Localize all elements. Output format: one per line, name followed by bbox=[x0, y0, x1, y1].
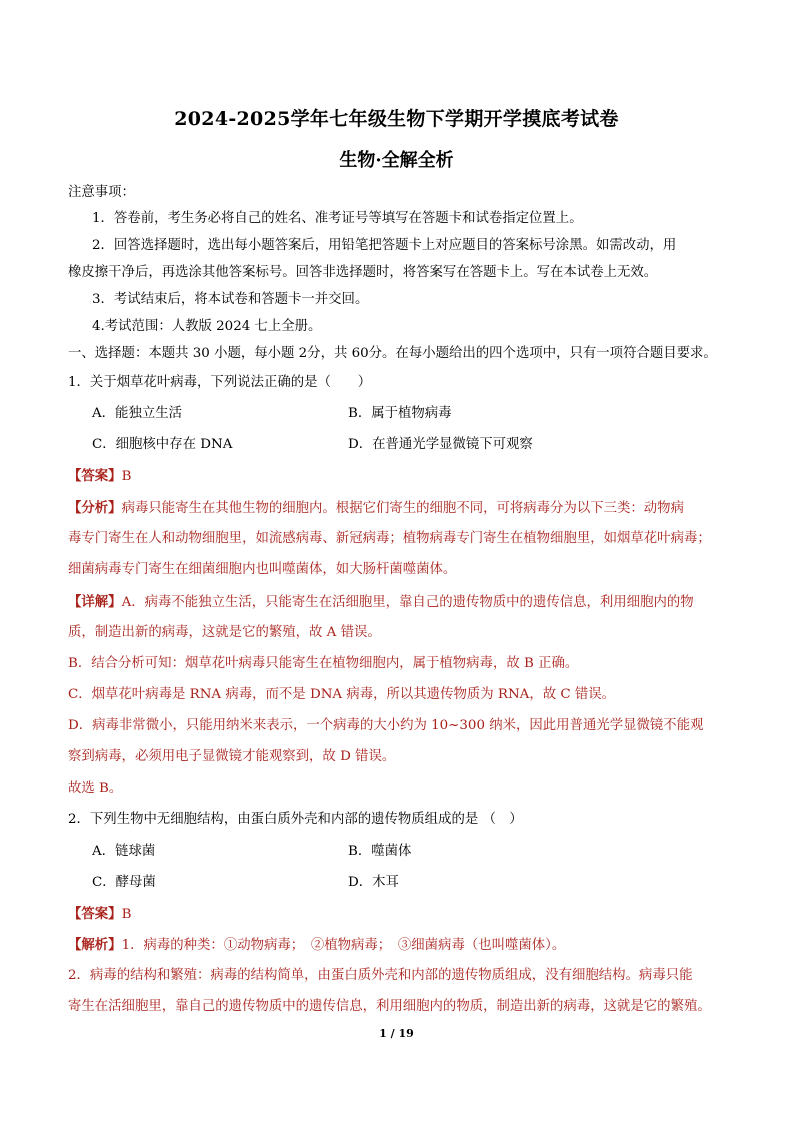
q1-detail-line: 察到病毒，必须用电子显微镜才能观察到，故 D 错误。 bbox=[68, 749, 396, 764]
document-subtitle: 生物·全解全析 bbox=[339, 150, 454, 171]
explain-tag: 【解析】 bbox=[68, 937, 122, 953]
q1-option-b: B．属于植物病毒 bbox=[348, 406, 452, 421]
q1-option-d: D．在普通光学显微镜下可观察 bbox=[348, 437, 533, 452]
q1-option-c: C．细胞核中存在 DNA bbox=[92, 437, 233, 452]
q1-analysis bbox=[68, 500, 728, 517]
answer-tag: 【答案】 bbox=[68, 906, 122, 922]
q1-detail-line: B．结合分析可知：烟草花叶病毒只能寄生在植物细胞内，属于植物病毒，故 B 正确。 bbox=[68, 656, 579, 671]
q2-option-b: B．噬菌体 bbox=[348, 844, 412, 859]
notice-heading: 注意事项： bbox=[68, 185, 135, 200]
q1-analysis-line: 细菌病毒专门寄生在细菌细胞内也叫噬菌体，如大肠杆菌噬菌体。 bbox=[68, 562, 457, 577]
q1-detail-line: C．烟草花叶病毒是 RNA 病毒，而不是 DNA 病毒，所以其遗传物质为 RNA，故 C 错误。 bbox=[68, 687, 616, 702]
q2-option-a: A．链球菌 bbox=[92, 844, 156, 859]
q2-answer bbox=[68, 906, 728, 923]
page-number: 1 / 19 bbox=[379, 1027, 414, 1040]
q2-option-c: C．酵母菌 bbox=[92, 875, 156, 890]
q1-answer bbox=[68, 468, 728, 485]
notice-item: 橡皮擦干净后，再选涂其他答案标号。回答非选择题时，将答案写在答题卡上。写在本试卷上无效。 bbox=[68, 265, 658, 280]
q1-detail-line: 质，制造出新的病毒，这就是它的繁殖，故 A 错误。 bbox=[68, 625, 381, 640]
question-2-stem: 2．下列生物中无细胞结构，由蛋白质外壳和内部的遗传物质组成的是 （ ） bbox=[68, 812, 523, 827]
notice-item: 1．答卷前，考生务必将自己的姓名、准考证号等填写在答题卡和试卷指定位置上。 bbox=[92, 211, 583, 226]
detail-text: A．病毒不能独立生活，只能寄生在活细胞里，靠自己的遗传物质中的遗传信息，利用细胞内的物 bbox=[121, 595, 694, 610]
q2-explain-line: 寄生在活细胞里，靠自己的遗传物质中的遗传信息，利用细胞内的物质，制造出新的病毒，这就是它的繁殖。 bbox=[68, 999, 711, 1014]
q1-analysis-line: 毒专门寄生在人和动物细胞里，如流感病毒、新冠病毒；植物病毒专门寄生在植物细胞里，如烟草花叶病毒； bbox=[68, 531, 711, 546]
answer-value: B bbox=[121, 469, 132, 484]
notice-item: 3．考试结束后，将本试卷和答题卡一并交回。 bbox=[92, 292, 369, 307]
detail-tag: 【详解】 bbox=[68, 594, 122, 610]
q1-detail bbox=[68, 594, 728, 611]
notice-item: 4.考试范围：人教版 2024 七上全册。 bbox=[92, 319, 322, 334]
document-title: 2024-2025学年七年级生物下学期开学摸底考试卷 bbox=[174, 108, 619, 130]
notice-item: 2．回答选择题时，选出每小题答案后，用铅笔把答题卡上对应题目的答案标号涂黑。如需改动，用 bbox=[92, 238, 677, 253]
q1-option-a: A．能独立生活 bbox=[92, 406, 183, 421]
analysis-text: 病毒只能寄生在其他生物的细胞内。根据它们寄生的细胞不同，可将病毒分为以下三类：动物病 bbox=[121, 501, 684, 516]
section-heading: 一、选择题：本题共 30 小题，每小题 2分，共 60分。在每小题给出的四个选项中，只有一项符合题目要求。 bbox=[68, 346, 717, 361]
q2-explain-line: 2．病毒的结构和繁殖：病毒的结构简单，由蛋白质外壳和内部的遗传物质组成，没有细胞结构。病毒只能 bbox=[68, 968, 693, 983]
q1-conclusion: 故选 B。 bbox=[68, 781, 123, 796]
analysis-tag: 【分析】 bbox=[68, 500, 122, 516]
explain-text: 1．病毒的种类：①动物病毒； ②植物病毒； ③细菌病毒（也叫噬菌体）。 bbox=[121, 938, 566, 953]
answer-value: B bbox=[121, 907, 132, 922]
q2-explain bbox=[68, 937, 728, 954]
q2-option-d: D．木耳 bbox=[348, 875, 399, 890]
answer-tag: 【答案】 bbox=[68, 468, 122, 484]
q1-detail-line: D．病毒非常微小，只能用纳米来表示，一个病毒的大小约为 10~300 纳米，因此用普通光学显微镜不能观 bbox=[68, 718, 704, 733]
question-1-stem: 1．关于烟草花叶病毒，下列说法正确的是（ ） bbox=[68, 375, 372, 390]
